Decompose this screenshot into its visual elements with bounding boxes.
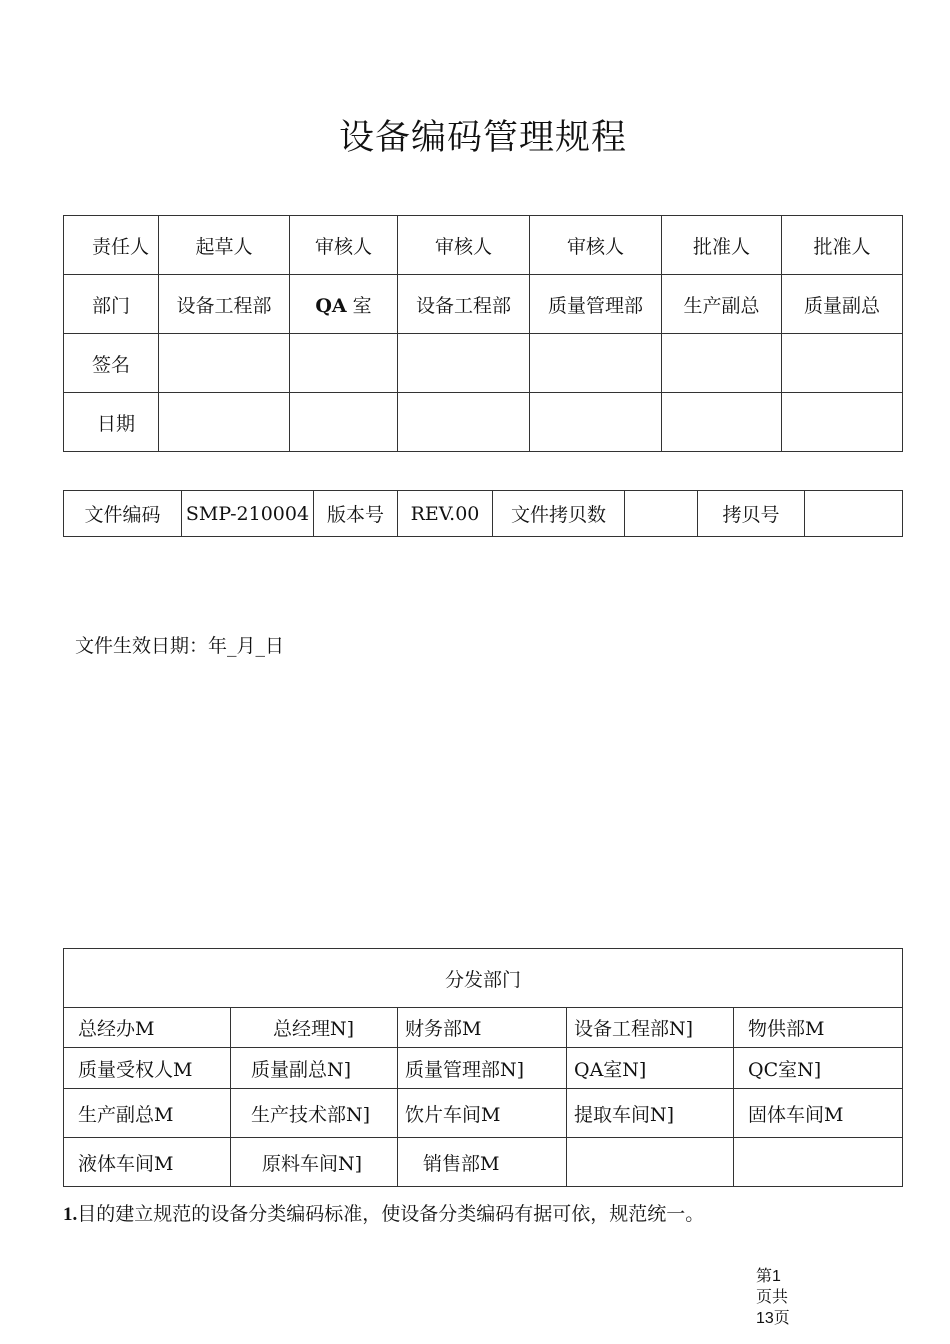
table-cell: 财务部M <box>398 1008 567 1048</box>
version-value: REV.00 <box>398 491 493 537</box>
table-cell: 设备工程部N] <box>567 1008 734 1048</box>
purpose-text: 目的建立规范的设备分类编码标准，使设备分类编码有据可依，规范统一。 <box>77 1203 705 1225</box>
date-cell[interactable] <box>530 393 662 452</box>
table-row <box>64 1008 903 1048</box>
table-row <box>64 949 903 1008</box>
table-cell: 物供部M <box>734 1008 903 1048</box>
date-cell[interactable] <box>159 393 290 452</box>
signature-cell[interactable] <box>782 334 903 393</box>
table-cell <box>567 1138 734 1187</box>
page-number <box>756 1266 801 1329</box>
page-number-line: 页共 <box>756 1289 789 1306</box>
document-info-table <box>63 490 903 537</box>
table-row <box>64 1138 903 1187</box>
effective-date: 文件生效日期：年_月_日 <box>75 635 285 657</box>
table-row <box>64 334 903 393</box>
table-cell: QC室N] <box>734 1048 903 1089</box>
date-cell[interactable] <box>290 393 398 452</box>
table-cell: 审核人 <box>290 216 398 275</box>
version-label: 版本号 <box>314 491 398 537</box>
table-cell: 起草人 <box>159 216 290 275</box>
purpose-number: 1. <box>63 1204 78 1225</box>
distribution-table <box>63 948 903 1187</box>
table-cell: 质量管理部 <box>530 275 662 334</box>
table-cell: 审核人 <box>530 216 662 275</box>
table-cell: 审核人 <box>398 216 530 275</box>
table-cell <box>734 1138 903 1187</box>
date-cell[interactable] <box>398 393 530 452</box>
page-number-line: 第1 <box>756 1268 781 1285</box>
copy-no-label: 拷贝号 <box>698 491 805 537</box>
signature-cell[interactable] <box>530 334 662 393</box>
table-cell: 总经办M <box>64 1008 231 1048</box>
page-number-line: 13页 <box>756 1310 790 1327</box>
table-cell: QA室N] <box>567 1048 734 1089</box>
signature-cell[interactable] <box>398 334 530 393</box>
table-cell: 批准人 <box>782 216 903 275</box>
table-cell: 质量副总 <box>782 275 903 334</box>
table-cell: 质量管理部N] <box>398 1048 567 1089</box>
date-cell[interactable] <box>782 393 903 452</box>
copies-value[interactable] <box>625 491 698 537</box>
distribution-header: 分发部门 <box>64 949 903 1008</box>
table-cell: 责任人 <box>64 216 159 275</box>
table-cell: 固体车间M <box>734 1089 903 1138</box>
table-row <box>64 393 903 452</box>
table-cell: 提取车间N] <box>567 1089 734 1138</box>
document-title: 设备编码管理规程 <box>338 118 627 158</box>
table-cell <box>290 275 398 334</box>
table-cell: 总经理N] <box>231 1008 398 1048</box>
table-cell: 部门 <box>64 275 159 334</box>
table-cell: 日期 <box>64 393 159 452</box>
table-row <box>64 1089 903 1138</box>
code-value: SMP-210004 <box>182 491 314 537</box>
copy-no-value[interactable] <box>805 491 903 537</box>
table-cell: 签名 <box>64 334 159 393</box>
signature-cell[interactable] <box>290 334 398 393</box>
table-cell: 饮片车间M <box>398 1089 567 1138</box>
table-cell: 质量受权人M <box>64 1048 231 1089</box>
table-cell: 生产副总 <box>662 275 782 334</box>
table-cell: 原料车间N] <box>231 1138 398 1187</box>
date-cell[interactable] <box>662 393 782 452</box>
responsibility-table <box>63 215 903 452</box>
qa-suffix: 室 <box>352 294 372 317</box>
signature-cell[interactable] <box>159 334 290 393</box>
code-label: 文件编码 <box>64 491 182 537</box>
table-cell: 设备工程部 <box>398 275 530 334</box>
table-cell: 销售部M <box>398 1138 567 1187</box>
table-row <box>64 216 903 275</box>
table-row <box>64 275 903 334</box>
table-cell: 质量副总N] <box>231 1048 398 1089</box>
table-cell: 生产技术部N] <box>231 1089 398 1138</box>
table-cell: 设备工程部 <box>159 275 290 334</box>
table-cell: 生产副总M <box>64 1089 231 1138</box>
purpose-paragraph <box>63 1199 704 1226</box>
table-cell: 液体车间M <box>64 1138 231 1187</box>
table-cell: 批准人 <box>662 216 782 275</box>
table-row <box>64 1048 903 1089</box>
table-row <box>64 491 903 537</box>
qa-label: QA <box>315 294 347 317</box>
copies-label: 文件拷贝数 <box>493 491 625 537</box>
signature-cell[interactable] <box>662 334 782 393</box>
